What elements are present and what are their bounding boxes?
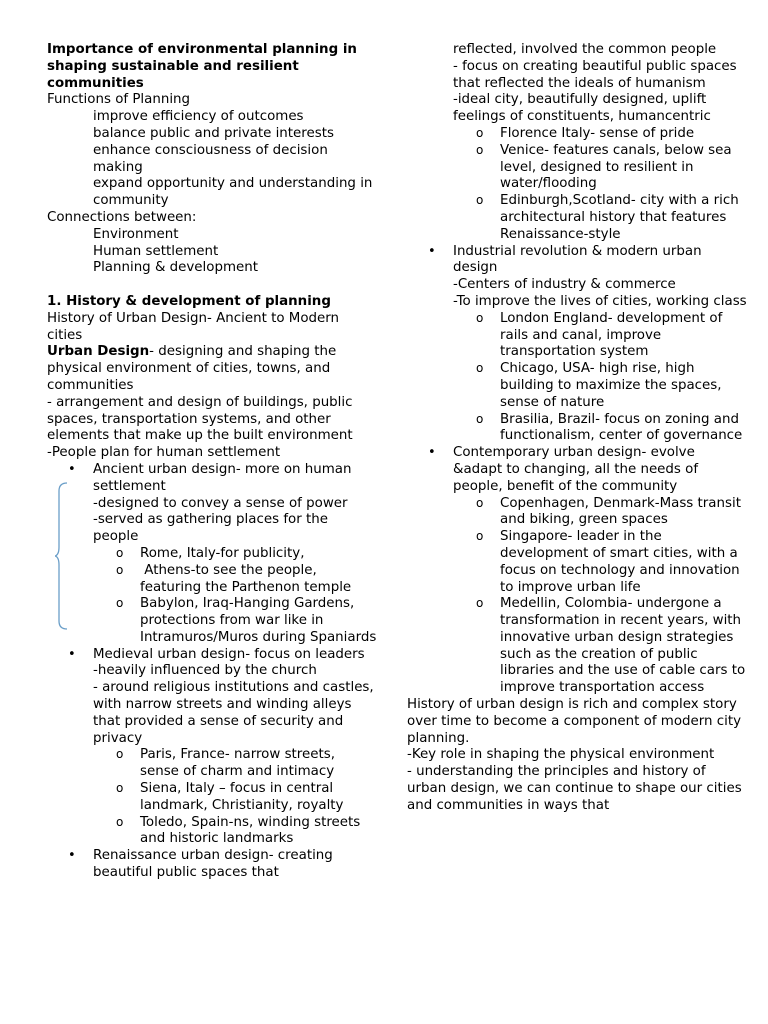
connections-heading: Connections between: (47, 209, 197, 225)
bullet-note: -served as gathering places for the people (93, 512, 328, 545)
bullet-item: • Contemporary urban design- evolve &adapt to changing, all the needs of people, benefit of the community (428, 445, 699, 494)
urban-design-definition (47, 344, 377, 394)
bullet-icon: • (428, 445, 436, 461)
urban-design-def: - designing and shaping the physical environment of cities, towns, and communities (47, 344, 337, 393)
connection-item: Environment (93, 226, 179, 242)
sub-bullet-icon: o (476, 310, 484, 325)
history-line: History of Urban Design- Ancient to Modern cities (47, 310, 340, 343)
bullet-item: • Renaissance urban design- creating beautiful public spaces that (68, 848, 333, 881)
function-item: enhance consciousness of decision making (93, 142, 328, 175)
function-item: improve efficiency of outcomes (93, 109, 304, 125)
sub-bullet-icon: o (476, 193, 484, 208)
function-item: expand opportunity and understanding in community (93, 176, 373, 209)
bullet-icon: • (428, 243, 436, 259)
sub-bullet-icon: o (116, 562, 124, 577)
sub-bullet-item: o Brasilia, Brazil- focus on zoning and functionalism, center of governance (476, 411, 743, 444)
bullet-note: -ideal city, beautifully designed, uplift feelings of constituents, humancentric (453, 92, 711, 125)
spacer (47, 277, 377, 294)
bullet-item: • Ancient urban design- more on human settlement (68, 461, 352, 494)
sub-bullet-icon: o (476, 495, 484, 510)
closing-paragraph: - understanding the principles and history of urban design, we can continue to shape our cities and communities in ways that (407, 764, 742, 813)
sub-bullet-item: o Edinburgh,Scotland- city with a rich architectural history that features Renaissance-style (476, 193, 739, 242)
document-title: Importance of environmental planning in shaping sustainable and resilient communities (47, 42, 357, 91)
sub-bullet-item: o Medellin, Colombia- undergone a transformation in recent years, with innovative urban design strategies such as the creation of public libraries and the use of cable cars to improve transportation access (476, 596, 746, 696)
sub-bullet-icon: o (476, 142, 484, 157)
sub-bullet-item: o Chicago, USA- high rise, high building to maximize the spaces, sense of nature (476, 361, 722, 410)
function-item: balance public and private interests (93, 125, 334, 141)
sub-bullet-icon: o (116, 814, 124, 829)
arrangement-note: - arrangement and design of buildings, public spaces, transportation systems, and other elements that make up the built environment (47, 394, 353, 444)
bullet-icon: • (68, 461, 76, 477)
closing-paragraph: History of urban design is rich and complex story over time to become a component of modern city planning. (407, 697, 742, 746)
bullet-icon: • (68, 848, 76, 864)
bullet-item: • Medieval urban design- focus on leaders (68, 646, 365, 662)
sub-bullet-item: o Singapore- leader in the development of smart cities, with a focus on technology and innovation to improve urban life (476, 529, 740, 595)
bullet-continuation: reflected, involved the common people (453, 42, 717, 57)
sub-bullet-icon: o (116, 747, 124, 762)
section-heading: 1. History & development of planning (47, 293, 331, 309)
left-column (47, 42, 377, 882)
curly-brace-icon (55, 481, 69, 631)
sub-bullet-item: o Babylon, Iraq-Hanging Gardens, protections from war like in Intramuros/Muros during Spaniards (116, 596, 377, 645)
bullet-note: -To improve the lives of cities, working class (453, 293, 747, 309)
sub-bullet-icon: o (116, 596, 124, 611)
sub-bullet-icon: o (476, 125, 484, 140)
sub-bullet-icon: o (476, 361, 484, 376)
sub-bullet-item: o Florence Italy- sense of pride (476, 125, 695, 141)
sub-bullet-item: o Paris, France- narrow streets, sense of charm and intimacy (116, 747, 335, 780)
sub-bullet-icon: o (476, 411, 484, 426)
right-column (407, 42, 747, 815)
closing-paragraph: -Key role in shaping the physical environment (407, 747, 715, 763)
connection-item: Planning & development (93, 260, 258, 276)
bullet-note: -designed to convey a sense of power (93, 495, 348, 511)
bullet-note: -heavily influenced by the church (93, 663, 317, 679)
bullet-note: - around religious institutions and castles, with narrow streets and winding alleys that provided a sense of security and privacy (93, 680, 374, 746)
functions-heading: Functions of Planning (47, 92, 191, 108)
sub-bullet-item: o Athens-to see the people, featuring the Parthenon temple (116, 562, 352, 595)
sub-bullet-icon: o (476, 596, 484, 611)
sub-bullet-item: o Venice- features canals, below sea level, designed to resilient in water/flooding (476, 142, 732, 192)
bullet-icon: • (68, 646, 76, 662)
people-plan-note: -People plan for human settlement (47, 445, 281, 461)
sub-bullet-icon: o (116, 781, 124, 796)
urban-design-term: Urban Design (47, 344, 150, 360)
bullet-item: • Industrial revolution & modern urban design (428, 243, 702, 276)
sub-bullet-item: o Copenhagen, Denmark-Mass transit and biking, green spaces (476, 495, 741, 528)
sub-bullet-item: o Rome, Italy-for publicity, (116, 545, 305, 561)
connection-item: Human settlement (93, 243, 219, 259)
sub-bullet-icon: o (476, 529, 484, 544)
sub-bullet-item: o London England- development of rails and canal, improve transportation system (476, 310, 723, 360)
sub-bullet-item: o Toledo, Spain-ns, winding streets and historic landmarks (116, 814, 361, 847)
bullet-note: -Centers of industry & commerce (453, 277, 676, 293)
sub-bullet-icon: o (116, 545, 124, 560)
sub-bullet-item: o Siena, Italy – focus in central landmark, Christianity, royalty (116, 781, 344, 813)
bullet-note: - focus on creating beautiful public spaces that reflected the ideals of humanism (453, 58, 737, 91)
